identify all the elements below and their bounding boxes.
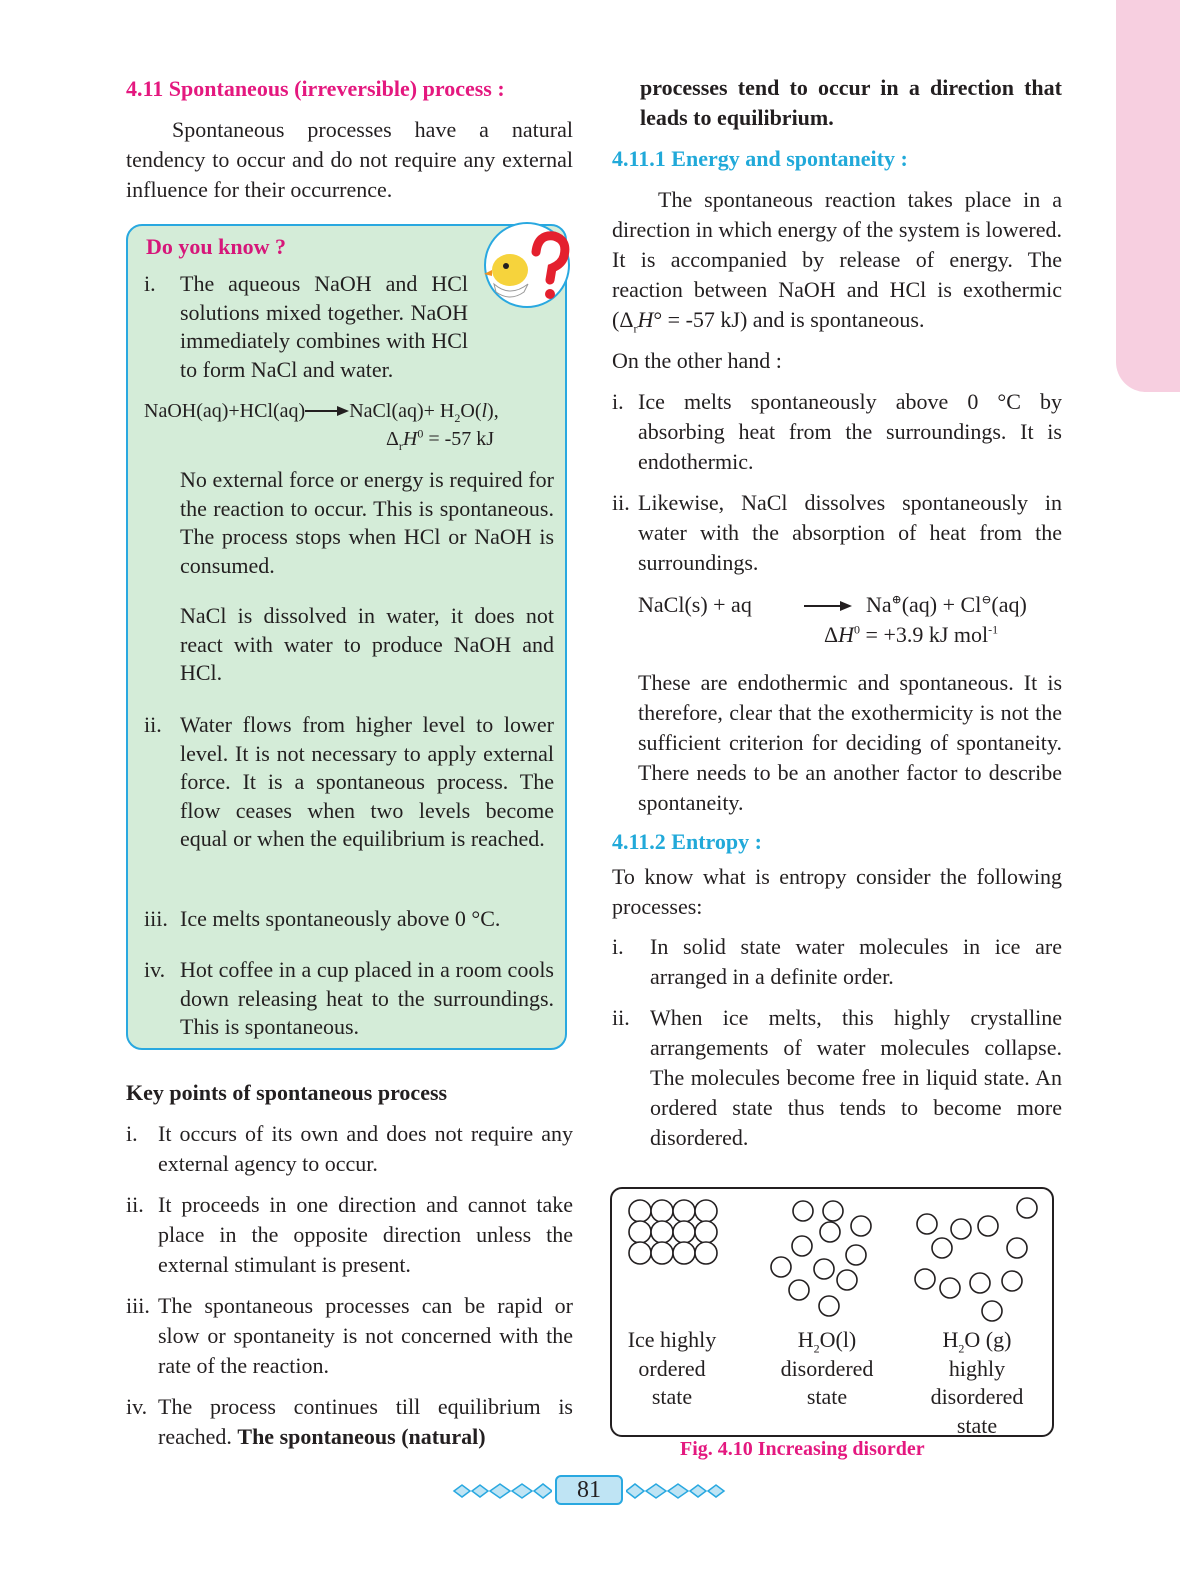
- eq2-rhs: [866, 592, 1027, 618]
- dyk-item-text: Ice melts spontaneously above 0 °C.: [180, 906, 501, 931]
- eq2-dh-unit-sup: -1: [988, 622, 999, 637]
- dyk-paragraph: [144, 466, 554, 580]
- eq-rhs-l: l: [481, 400, 488, 422]
- list-item-number: ii.: [126, 1192, 144, 1217]
- list-item: [612, 488, 1062, 578]
- dh-sup: 0: [417, 426, 424, 441]
- key-points-heading: Key points of spontaneous process: [126, 1080, 448, 1105]
- liquid-label-line: state: [806, 1384, 848, 1409]
- dyk-para-2: No external force or energy is required for the reaction to occur. This is spontaneous. The process stops when HCl or NaOH is consumed.: [180, 467, 554, 578]
- liq-sub: 2: [813, 1341, 820, 1356]
- eq-rhs-c: ),: [487, 400, 499, 422]
- endothermic-examples-list: [612, 387, 1062, 578]
- list-item-number: i.: [612, 389, 624, 414]
- gas-sub: 2: [958, 1341, 965, 1356]
- key-points-section: [126, 1078, 573, 1452]
- liquid-label-line: disordered: [780, 1355, 874, 1381]
- dyk-item: [144, 956, 554, 1042]
- eq2-dh-sup: 0: [854, 622, 861, 637]
- continued-bold-text: processes tend to occur in a direction that leads to equilibrium.: [640, 75, 1062, 130]
- reaction-arrow-icon: [804, 600, 852, 612]
- list-item: [126, 1392, 573, 1452]
- liq-o: O(l): [819, 1327, 857, 1352]
- dyk-item-text: Hot coffee in a cup placed in a room cools down releasing heat to the surroundings. This is spontaneous.: [180, 957, 554, 1040]
- dh-h: H: [402, 428, 418, 450]
- list-item-number: ii.: [612, 1005, 630, 1030]
- dissolution-equation: [638, 592, 1062, 654]
- list-item-text: Likewise, NaCl dissolves spontaneously in water with the absorption of heat from the surroundings.: [638, 490, 1062, 575]
- section-heading-4-11: 4.11 Spontaneous (irreversible) process :: [126, 76, 505, 101]
- molecule-arrangement-diagram: [612, 1189, 1052, 1329]
- left-diamond-ornament-icon: [452, 1481, 552, 1501]
- eq2-dh-val: = +3.9 kJ mol: [860, 622, 989, 647]
- eq2-na-sup: ⊕: [891, 592, 902, 607]
- right-diamond-ornament-icon: [626, 1481, 726, 1501]
- eq-lhs: NaOH(aq)+HCl(aq): [144, 400, 306, 422]
- neutralization-equation: [144, 398, 544, 424]
- gas-h: H: [942, 1327, 959, 1352]
- dyk-item-number: iv.: [144, 957, 166, 982]
- endothermic-conclusion: These are endothermic and spontaneous. It is therefore, clear that the exothermicity is not the sufficient criterion for deciding of spontaneity. There needs to be an another factor to describe spontaneity.: [638, 670, 1062, 815]
- list-item: [612, 387, 1062, 477]
- liquid-label: [762, 1326, 892, 1412]
- gas-label-line: state: [956, 1412, 998, 1438]
- list-item-number: i.: [126, 1121, 138, 1146]
- p1-sub: r: [633, 321, 638, 336]
- eq2-dh-delta: Δ: [824, 622, 839, 647]
- eq2-dh-h: H: [838, 622, 855, 647]
- dyk-para-3: NaCl is dissolved in water, it does not react with water to produce NaOH and HCl.: [180, 603, 554, 686]
- section-heading-4-11-2: 4.11.2 Entropy :: [612, 829, 762, 854]
- chapter-tab: [1116, 0, 1180, 392]
- list-item: [126, 1119, 573, 1179]
- eq-rhs-b: O(: [460, 400, 482, 422]
- eq2-lhs: NaCl(s) + aq: [638, 592, 752, 617]
- kp4-bold-text: The spontaneous (natural): [237, 1424, 486, 1449]
- entropy-intro: To know what is entropy consider the following processes:: [612, 864, 1062, 919]
- gas-label-line: highly: [948, 1355, 1006, 1381]
- eq2-enthalpy: [824, 622, 998, 648]
- entropy-processes-list: [612, 932, 1062, 1153]
- eq-rhs-sub: 2: [454, 411, 461, 425]
- list-item-text: It occurs of its own and does not require any external agency to occur.: [158, 1121, 573, 1176]
- dyk-item-text: The aqueous NaOH and HCl solutions mixed together. NaOH immediately combines with HCl to form NaCl and water.: [180, 271, 468, 382]
- list-item-text: When ice melts, this highly crystalline arrangements of water molecules collapse. The molecules become free in liquid state. An ordered state thus tends to become more disordered.: [650, 1005, 1062, 1150]
- p1-text-a: The spontaneous reaction takes place in a direction in which energy of the system is lowered. It is accompanied by release of energy. The reaction between NaOH and HCl is exothermic (: [612, 187, 1062, 332]
- gas-o: O (g): [964, 1327, 1012, 1352]
- p1-h: H: [637, 307, 654, 332]
- list-item-number: ii.: [612, 490, 630, 515]
- reaction-arrow-icon: [305, 405, 349, 417]
- dh-value: = -57 kJ: [423, 428, 495, 450]
- ice-label-line: state: [651, 1384, 693, 1409]
- list-item: [612, 1003, 1062, 1153]
- liquid-formula: [762, 1326, 892, 1355]
- other-hand-text: On the other hand :: [612, 348, 782, 373]
- list-item-number: iv.: [126, 1394, 148, 1419]
- list-item-text: The spontaneous processes can be rapid or slow or spontaneity is not concerned with the rate of the reaction.: [158, 1293, 573, 1378]
- kp4-text: The process continues till equilibrium is reached.: [158, 1394, 573, 1449]
- list-item: [126, 1190, 573, 1280]
- liq-h: H: [797, 1327, 814, 1352]
- dyk-item-number: i.: [144, 271, 156, 296]
- page-number-ornament: [452, 1473, 728, 1509]
- section-heading-4-11-1: 4.11.1 Energy and spontaneity :: [612, 146, 908, 171]
- list-item: [612, 932, 1062, 992]
- list-item-number: i.: [612, 934, 624, 959]
- ice-label-line: Ice highly: [627, 1327, 717, 1352]
- intro-paragraph: Spontaneous processes have a natural tendency to occur and do not require any external influence for their occurrence.: [126, 117, 573, 202]
- dyk-item: [144, 905, 554, 934]
- water-vapor-molecules-icon: [915, 1198, 1037, 1321]
- list-item-text: It proceeds in one direction and cannot take place in the opposite direction unless the external stimulant is present.: [158, 1192, 573, 1277]
- dyk-item-text: Water flows from higher level to lower level. It is not necessary to apply external force. It is a spontaneous process. The flow ceases when two levels become equal or when the equilibrium is reached.: [180, 712, 554, 852]
- do-you-know-box: [126, 224, 567, 1050]
- ice-label: [612, 1326, 732, 1412]
- dyk-item-number: ii.: [144, 712, 162, 737]
- p1-text-b: ° = -57 kJ) and is spontaneous.: [653, 307, 925, 332]
- eq2-na-aq: (aq) + Cl: [901, 592, 982, 617]
- liquid-water-molecules-icon: [771, 1201, 871, 1316]
- eq-rhs-a: NaCl(aq)+ H: [349, 400, 455, 422]
- right-column: [612, 73, 1062, 1153]
- page-number: 81: [555, 1475, 623, 1505]
- figure-caption: Fig. 4.10 Increasing disorder: [680, 1438, 925, 1460]
- ice-molecules-icon: [629, 1200, 717, 1264]
- left-column: [126, 73, 573, 205]
- gas-formula: [912, 1326, 1042, 1355]
- ice-label-line: ordered: [638, 1355, 706, 1381]
- list-item-number: iii.: [126, 1293, 150, 1318]
- gas-label: [912, 1326, 1042, 1440]
- disorder-figure: [610, 1187, 1054, 1437]
- dyk-paragraph: [144, 602, 554, 688]
- dh-sub: r: [398, 439, 403, 453]
- list-item: [126, 1291, 573, 1381]
- dyk-item: [144, 270, 554, 384]
- gas-label-line: disordered: [930, 1384, 1024, 1409]
- key-points-list: [126, 1119, 573, 1452]
- dyk-item: [144, 711, 554, 854]
- dh-delta: Δ: [386, 428, 399, 450]
- neutralization-enthalpy: [386, 426, 494, 452]
- list-item-text: [158, 1392, 573, 1452]
- do-you-know-title: Do you know ?: [146, 234, 286, 259]
- eq2-cl-aq: (aq): [991, 592, 1027, 617]
- eq2-na: Na: [866, 592, 892, 617]
- p1-delta: Δ: [619, 307, 634, 332]
- dyk-item-number: iii.: [144, 906, 168, 931]
- list-item-text: In solid state water molecules in ice are arranged in a definite order.: [650, 934, 1062, 989]
- list-item-text: Ice melts spontaneously above 0 °C by absorbing heat from the surroundings. It is endothermic.: [638, 389, 1062, 474]
- eq2-cl-sup: ⊖: [981, 592, 992, 607]
- energy-paragraph: [612, 185, 1062, 335]
